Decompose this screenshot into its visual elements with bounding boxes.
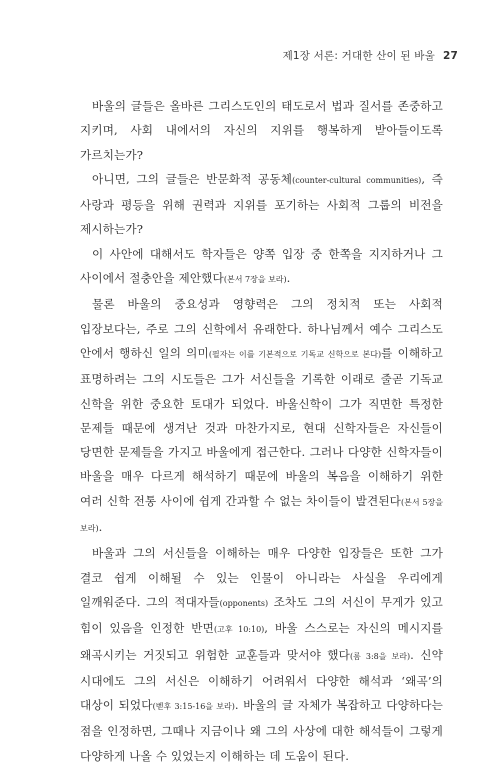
inline-reference: (필자는 이를 기본적으로 기독교 신학으로 본다) [208, 349, 382, 359]
paragraph-text: , 즉 사랑과 평등을 위해 권력과 지위를 포기하는 사회적 그룹의 비전을 제시하는가? [80, 171, 444, 237]
inline-reference: (벧후 3:15-16을 보라) [152, 702, 235, 712]
paragraph-text: 조차도 그의 서신이 무게가 있고 힘이 있음을 인정한 반면 [80, 594, 443, 636]
inline-reference: (본서 5장을 보라) [80, 497, 443, 534]
inline-reference: (본서 7장을 보라) [223, 275, 287, 285]
page-number: 27 [442, 50, 458, 62]
paragraph-p4 [80, 292, 443, 541]
paragraph-text: , 바울 스스로는 자신의 메시지를 왜곡시키는 거짓되고 위험한 교훈들과 맞서야 했다 [80, 621, 443, 662]
paragraph-text: . [286, 271, 291, 286]
paragraph-text: 이 사안에 대해서도 학자들은 양쪽 입장 중 한쪽을 지지하거나 그 사이에서 절충안을 제안했다 [80, 246, 443, 286]
body-text [80, 94, 443, 768]
paragraph-text: . 신약 시대에도 그의 서신은 이해하기 어려워서 다양한 해석과 ‘왜곡’의 대상이 되었다 [80, 647, 443, 713]
paragraph-text: 바울의 글들은 올바른 그리스도인의 태도로서 법과 질서를 존중하고 지키며, 사회 내에서의 자신의 지위를 행복하게 받아들이도록 가르치는가? [80, 99, 443, 162]
inline-reference: (opponents) [219, 598, 269, 608]
paragraph-text: 를 이해하고 표명하려는 그의 시도들은 그가 서신들을 기록한 이래로 줄곧 기독교 신학을 위한 중요한 토대가 되었다. 바울신학이 그가 직면한 특정한 문제들 때문에 생겨난 것과 마찬가지로, 현대 신학자들은 자신들이 당면한 문제들을 가지고 바울에게 접근한다. 그러나 다양한 신학자들이 바울을 매우 다르게 해석하기 때문에 바울의 복음을 이해하기 위한 여러 신학 전통 사이에 쉽게 간과할 수 없는 차이들이 발견된다 [80, 345, 443, 508]
running-header [283, 48, 458, 63]
inline-reference: (counter-cultural communities) [292, 175, 422, 185]
paragraph-p3 [80, 242, 443, 293]
paragraph-p1 [80, 94, 443, 167]
paragraph-text: . 바울의 글 자체가 복잡하고 다양하다는 점을 인정하면, 그때나 지금이나 왜 그의 사상에 대한 해석들이 그렇게 다양하게 나올 수 있었는지 이해하는 데 도움이 된다. [80, 698, 443, 763]
paragraph-p2 [80, 167, 443, 242]
chapter-title: 제1장 서론: 거대한 산이 된 바울 [282, 50, 435, 62]
inline-reference: (고후 10:10) [214, 625, 265, 635]
paragraph-text: 물론 바울의 중요성과 영향력은 그의 정치적 또는 사회적 입장보다는, 주로 그의 신학에서 유래한다. 하나님께서 예수 그리스도 안에서 행하신 일의 의미 [80, 297, 443, 360]
inline-reference: (롬 3:8을 보라) [350, 651, 411, 661]
paragraph-p5 [80, 541, 443, 768]
paragraph-text: . [98, 520, 103, 535]
paragraph-text: 아니면, 그의 글들은 반문화적 공동체 [92, 171, 293, 186]
paragraph-text: 바울과 그의 서신들을 이해하는 매우 다양한 입장들은 또한 그가 결코 쉽게 이해될 수 있는 인물이 아니라는 사실을 우리에게 일깨워준다. 그의 적대자들 [80, 546, 443, 609]
